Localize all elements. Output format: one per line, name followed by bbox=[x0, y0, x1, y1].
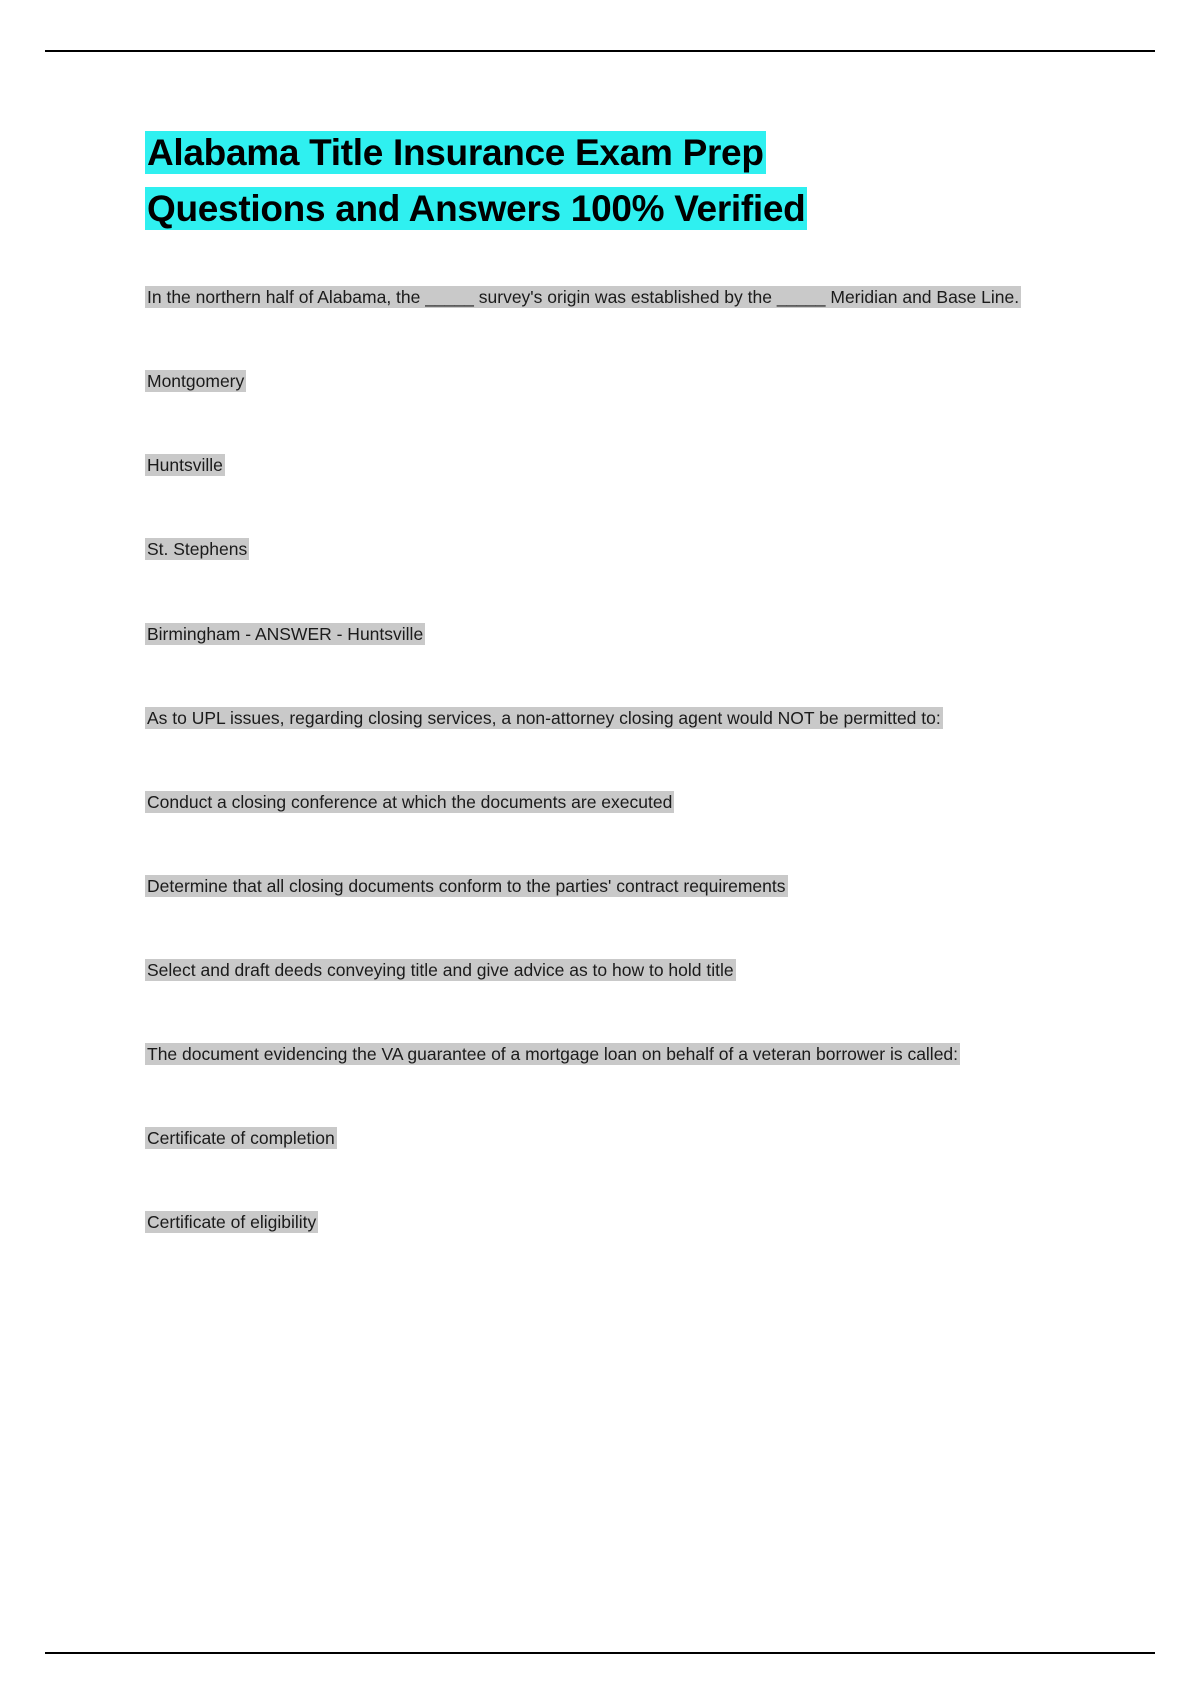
page-title bbox=[145, 125, 1050, 236]
answer-option bbox=[145, 452, 1050, 479]
answer-option bbox=[145, 957, 1050, 984]
page-title-line-1: Alabama Title Insurance Exam Prep bbox=[147, 132, 764, 173]
answer-option bbox=[145, 789, 1050, 816]
question-stem-text: As to UPL issues, regarding closing services, a non-attorney closing agent would NOT be permitted to: bbox=[147, 707, 941, 728]
question-stem-text: The document evidencing the VA guarantee of a mortgage loan on behalf of a veteran borrower is called: bbox=[147, 1044, 959, 1065]
answer-option bbox=[145, 536, 1050, 563]
answer-option bbox=[145, 1125, 1050, 1152]
question-list bbox=[145, 284, 1050, 1237]
answer-reveal-text: Birmingham - ANSWER - Huntsville bbox=[147, 623, 424, 644]
answer-option-text: Determine that all closing documents conform to the parties' contract requirements bbox=[147, 875, 786, 896]
answer-option-text: Huntsville bbox=[147, 455, 223, 476]
answer-option bbox=[145, 873, 1050, 900]
page-title-line-2: Questions and Answers 100% Verified bbox=[147, 187, 806, 229]
answer-option-text: Select and draft deeds conveying title and give advice as to how to hold title bbox=[147, 960, 734, 980]
question-stem bbox=[145, 284, 1050, 311]
document-content bbox=[145, 125, 1050, 1237]
answer-option-text: Montgomery bbox=[147, 371, 245, 392]
answer-option-text: Certificate of completion bbox=[147, 1128, 335, 1149]
question-stem bbox=[145, 705, 1050, 732]
header-divider bbox=[45, 50, 1155, 52]
answer-option bbox=[145, 1209, 1050, 1236]
answer-option-text: Certificate of eligibility bbox=[147, 1212, 317, 1233]
answer-option bbox=[145, 368, 1050, 395]
footer-divider bbox=[45, 1652, 1155, 1654]
answer-option-text: Conduct a closing conference at which the documents are executed bbox=[147, 791, 673, 812]
answer-option-text: St. Stephens bbox=[147, 539, 248, 560]
question-stem bbox=[145, 1041, 1050, 1068]
question-stem-text: In the northern half of Alabama, the _____ survey's origin was established by the _____ Meridian and Base Line. bbox=[147, 287, 1020, 307]
answer-reveal bbox=[145, 621, 1050, 648]
